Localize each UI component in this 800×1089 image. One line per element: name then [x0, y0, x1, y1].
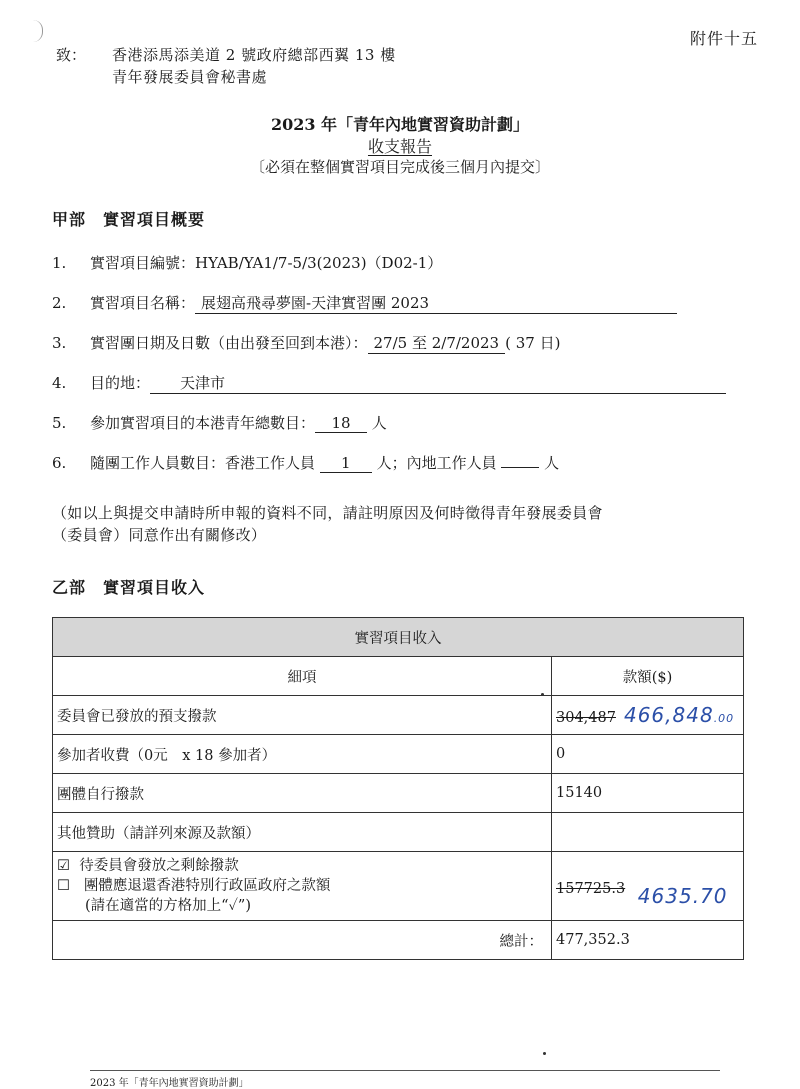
unchecked-box-icon[interactable]: ☐	[57, 878, 70, 894]
row-label: 其他贊助（請詳列來源及款額）	[53, 813, 552, 852]
footer-text: 2023 年「青年內地實習資助計劃」	[90, 1078, 249, 1089]
table-row-total	[53, 921, 744, 960]
part-a-heading: 甲部 實習項目概要	[52, 210, 206, 229]
document-subtitle: 收支報告	[367, 137, 432, 156]
income-table	[52, 617, 744, 960]
row-label: 參加者收費（0元 x 18 參加者）	[53, 735, 552, 774]
handwritten-amount: 4635.70	[637, 884, 728, 908]
item-participant-count: 5. 參加實習項目的本港青年總數目： 18 人	[52, 414, 387, 432]
table-row	[53, 774, 744, 813]
struck-amount: 157725.3	[556, 881, 626, 897]
hk-staff-count-value: 1	[320, 454, 372, 473]
col-header-amount: 款額($)	[552, 657, 744, 696]
mainland-staff-count-value	[501, 467, 539, 468]
part-b-heading: 乙部 實習項目收入	[52, 578, 206, 597]
addressee-address: 香港添馬添美道 2 號政府總部西翼 13 樓	[112, 46, 396, 64]
row-amount	[552, 696, 744, 735]
table-row	[53, 696, 744, 735]
table-row-balance	[53, 852, 744, 921]
row-amount: 0	[552, 735, 744, 774]
project-number-value: HYAB/YA1/7-5/3(2023)（D02-1）	[195, 254, 443, 272]
option-refund: ☐ 團體應退還香港特別行政區政府之款額	[57, 878, 331, 894]
row-amount	[552, 813, 744, 852]
item-project-dates: 3. 實習團日期及日數（由出發至回到本港）： 27/5 至 2/7/2023 ( 37 日)	[52, 334, 561, 352]
total-label: 總計：	[53, 921, 552, 960]
addressee-label: 致：	[56, 46, 87, 64]
addressee-office: 青年發展委員會秘書處	[112, 68, 268, 86]
item-project-number: 1. 實習項目編號：HYAB/YA1/7-5/3(2023)（D02-1）	[52, 254, 443, 272]
scan-corner-mark	[28, 20, 43, 42]
row-label: 委員會已發放的預支撥款	[53, 696, 552, 735]
checked-box-icon[interactable]: ☑	[57, 858, 70, 874]
project-name-value: 展翅高飛尋夢園-天津實習團 2023	[195, 292, 677, 314]
col-header-item: 細項	[53, 657, 552, 696]
document-title: 2023 年「青年內地實習資助計劃」	[270, 115, 530, 134]
handwritten-amount: 466,848.00	[623, 703, 735, 727]
scan-speck	[543, 1052, 546, 1055]
row-label: 團體自行撥款	[53, 774, 552, 813]
table-row	[53, 735, 744, 774]
footer-rule	[90, 1070, 720, 1071]
struck-amount: 304,487	[556, 710, 616, 726]
total-value: 477,352.3	[552, 921, 744, 960]
row-amount: 15140	[552, 774, 744, 813]
option-instruction: (請在適當的方格加上“✓”)	[85, 898, 251, 914]
submission-note: 〔必須在整個實習項目完成後三個月內提交〕	[249, 158, 550, 176]
change-note-line2: （委員會）同意作出有關修改）	[52, 526, 267, 544]
project-dates-value: 27/5 至 2/7/2023	[368, 332, 506, 354]
participant-count-value: 18	[315, 414, 367, 433]
annex-label: 附件十五	[689, 29, 758, 48]
income-table-title: 實習項目收入	[53, 618, 744, 657]
item-destination: 4. 目的地： 天津市	[52, 372, 726, 394]
row-amount	[552, 852, 744, 921]
item-staff-count: 6. 隨團工作人員數目：香港工作人員 1 人；內地工作人員 人	[52, 454, 560, 472]
scan-speck	[541, 693, 544, 696]
destination-value: 天津市	[150, 372, 726, 394]
change-note-line1: （如以上與提交申請時所申報的資料不同，請註明原因及何時徵得青年發展委員會	[52, 504, 603, 522]
option-remaining-grant: ☑ 待委員會發放之剩餘撥款	[57, 858, 239, 874]
item-project-name: 2. 實習項目名稱： 展翅高飛尋夢園-天津實習團 2023	[52, 292, 677, 314]
table-row	[53, 813, 744, 852]
